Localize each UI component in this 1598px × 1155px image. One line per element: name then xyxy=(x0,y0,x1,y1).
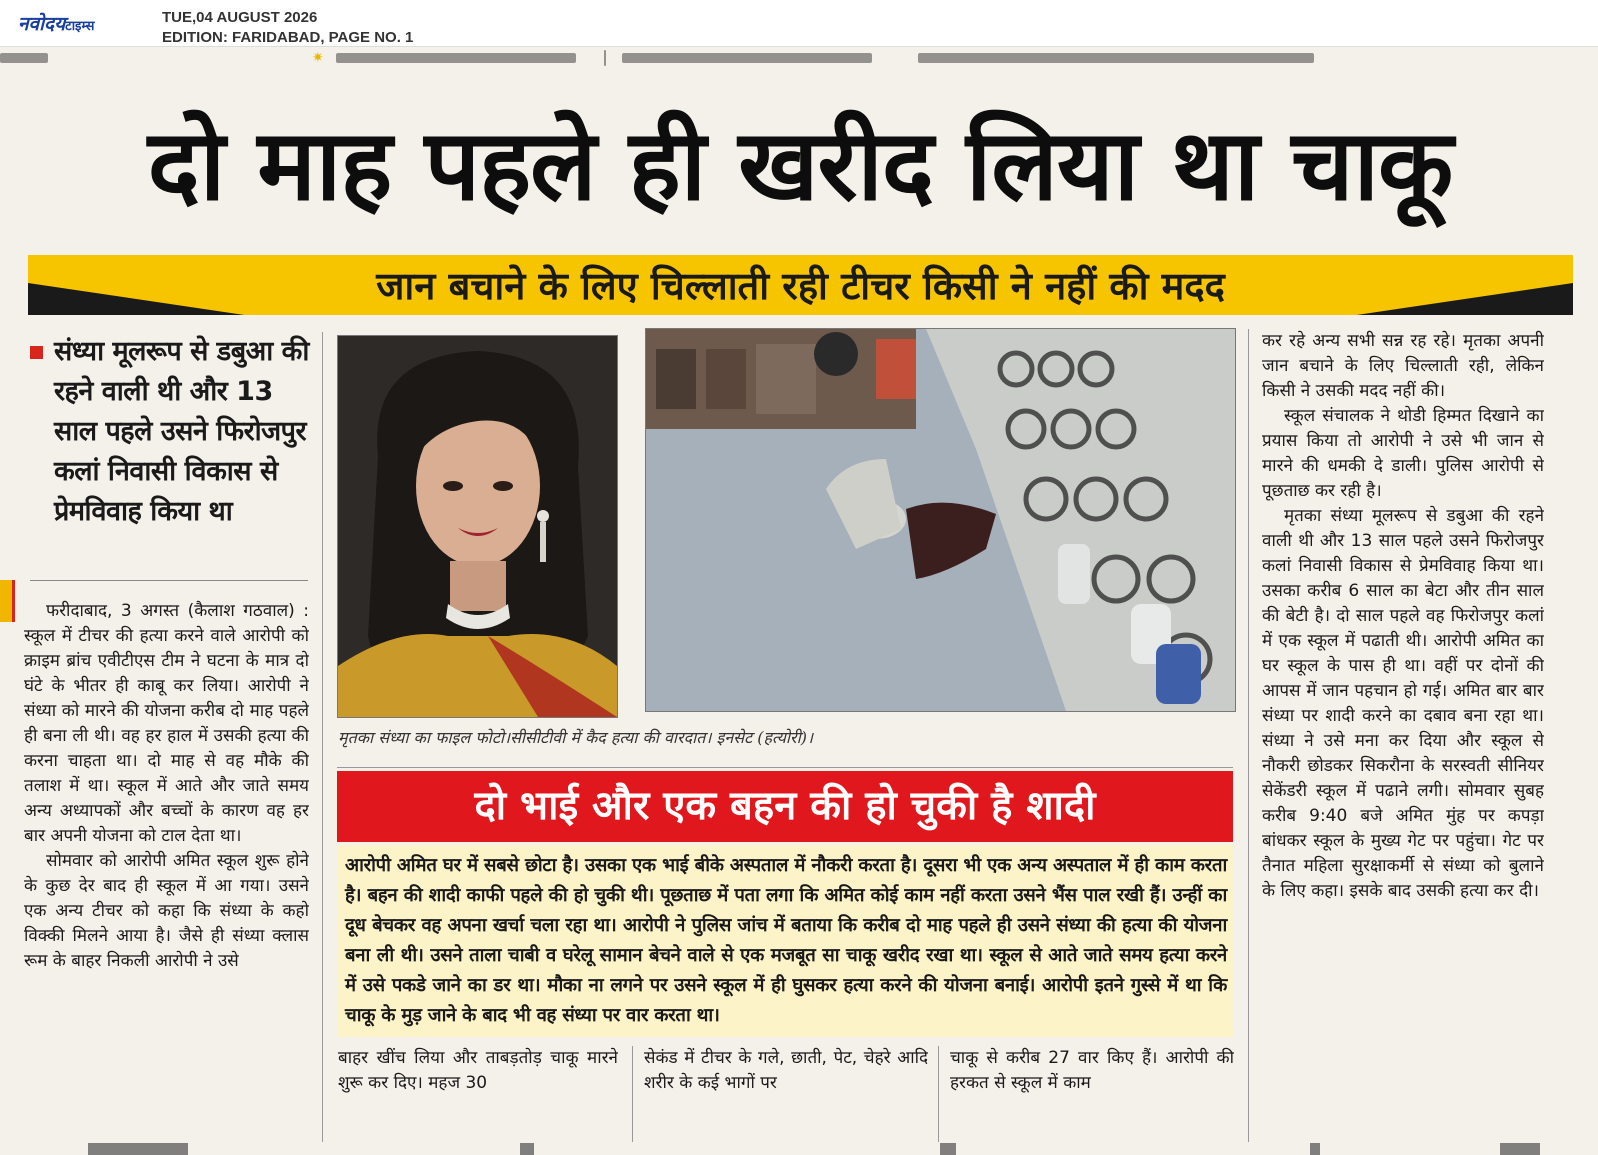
bullet-square-icon xyxy=(30,346,43,359)
highlight-text: संध्या मूलरूप से डबुआ की रहने वाली थी और 13 साल पहले उसने फिरोजपुर कलां निवासी विकास से प्रेमविवाह किया था xyxy=(54,336,309,527)
article-column-4-bottom xyxy=(950,1046,1234,1146)
photo-caption: मृतका संध्या का फाइल फोटो।सीसीटीवी में कैद हत्या की वारदात। इनसेट (हत्योरी)। xyxy=(338,728,814,747)
page-edge-marker xyxy=(0,580,15,622)
masthead-bar xyxy=(0,0,1598,47)
col3-bottom-text: सेकंड में टीचर के गले, छाती, पेट, चेहरे आदि शरीर के कई भागों पर xyxy=(644,1048,928,1093)
sidebar-body-text: आरोपी अमित घर में सबसे छोटा है। उसका एक भाई बीके अस्पताल में नौकरी करता है। दूसरा भी एक अन्य अस्पताल में ही काम करता है। बहन की शादी काफी पहले की हो चुकी थी। पूछताछ में पता लगा कि अमित कोई काम नहीं करता उसने भैंस पाल रखी हैं। उन्हीं का दूध बेचकर वह अपना खर्चा चला रहा था। आरोपी ने पुलिस जांच में बताया कि करीब दो माह पहले ही उसने संध्या की हत्या की योजना बना ली थी। उसने ताला चाबी व घरेलू सामान बेचने वाले से एक मजबूत सा चाकू खरीद रखा था। स्कूल से आते जाते समय हत्या करने में उसे पकडे जाने का डर था। मौका ना लगने पर उसने स्कूल में ही घुसकर हत्या करने की योजना बनाई। आरोपी इतने गुस्से में था कि चाकू के मुड़ जाने के बाद भी वह संध्या पर वार करता था। xyxy=(345,855,1227,1026)
logo-main: नवोदय xyxy=(18,13,66,35)
col4-bottom-text: चाकू से करीब 27 वार किए हैं। आरोपी की हरकत से स्कूल में काम xyxy=(950,1048,1234,1093)
col2-bottom-text: बाहर खींच लिया और ताबड़तोड़ चाकू मारने शुरू कर दिए। महज 30 xyxy=(338,1048,618,1093)
col1-paragraph-1: फरीदाबाद, 3 अगस्त (कैलाश गठवाल) : स्कूल में टीचर की हत्या करने वाले आरोपी को क्राइम ब्रांच एवीटीएस टीम ने घटना के मात्र दो घंटे के भीतर ही काबू कर लिया। आरोपी ने संध्या को मारने की योजना करीब दो माह पहले ही बना ली थी। वह हर हाल में उसकी हत्या की करना चाहता था। दो माह से वह मौके की तलाश में था। स्कूल में आते और जाते समय अन्य अध्यापकों और बच्चों के कारण वह हर बार अपनी योजना को टाल देता था। xyxy=(24,601,309,846)
issue-date: TUE,04 AUGUST 2026 xyxy=(162,9,318,26)
article-column-3-bottom xyxy=(644,1046,928,1146)
col1-paragraph-2: सोमवार को आरोपी अमित स्कूल शुरू होने के कुछ देर बाद ही स्कूल में आ गया। उसने एक अन्य टीचर को कहा कि संध्या के कहो विक्की मिलने आया है। जैसे ही संध्या क्लास रूम के बाहर निकली आरोपी ने उसे xyxy=(24,851,309,971)
right-paragraph-2: स्कूल संचालक ने थोडी हिम्मत दिखाने का प्रयास किया तो आरोपी ने उसे भी जान से मारने की धमकी दे डाली। पुलिस आरोपी से पूछताछ कर रही है। xyxy=(1262,406,1544,501)
cctv-photo[interactable] xyxy=(645,328,1236,712)
cctv-scene-image xyxy=(646,329,1235,711)
sidebar-title: दो भाई और एक बहन की हो चुकी है शादी xyxy=(474,783,1096,829)
logo-sub: टाइम्स xyxy=(65,19,95,34)
sun-icon: ✷ xyxy=(312,50,324,66)
main-headline: दो माह पहले ही खरीद लिया था चाकू xyxy=(147,109,1453,223)
article-column-2-bottom xyxy=(338,1046,618,1146)
sidebar-body-box xyxy=(337,845,1233,1037)
article-column-right xyxy=(1262,329,1544,1139)
victim-portrait-image xyxy=(338,336,617,717)
sidebar-title-box xyxy=(337,771,1233,842)
highlight-box xyxy=(30,332,320,532)
cropped-top-strip xyxy=(0,47,1598,69)
cropped-bottom-strip xyxy=(0,1140,1598,1155)
newspaper-logo[interactable] xyxy=(18,10,94,36)
victim-photo[interactable] xyxy=(337,335,618,718)
right-paragraph-3: मृतका संध्या मूलरूप से डबुआ की रहने वाली थी और 13 साल पहले उसने फिरोजपुर कलां निवासी विकास से प्रेमविवाह किया था। उसका करीब 6 साल का बेटा और तीन साल की बेटी है। दो साल पहले वह फिरोजपुर कलां में एक स्कूल में पढाती थी। आरोपी अमित का घर स्कूल के पास ही था। वहीं पर दोनों की आपस में जान पहचान हो गई। अमित बार बार संध्या पर शादी करने का दबाव बना रहा था। संध्या ने उसे मना कर दिया और स्कूल से नौकरी छोडकर सिकरौना के सरस्वती सीनियर सेकेंडरी स्कूल में पढाने लगी। सोमवार सुबह करीब 9:40 बजे अमित मुंह पर कपड़ा बांधकर स्कूल के मुख्य गेट पर पहुंचा। गेट पर तैनात महिला सुरक्षाकर्मी से संध्या को बुलाने के लिए कहा। इसके बाद उसकी हत्या कर दी। xyxy=(1262,506,1544,901)
edition-info xyxy=(162,8,413,48)
right-paragraph-1: कर रहे अन्य सभी सन्न रह रहे। मृतका अपनी जान बचाने के लिए चिल्लाती रही, लेकिन किसी ने उसकी मदद नहीं की। xyxy=(1262,331,1544,401)
article-column-1 xyxy=(24,599,309,1145)
edition-page: EDITION: FARIDABAD, PAGE NO. 1 xyxy=(162,29,414,46)
subheadline: जान बचाने के लिए चिल्लाती रही टीचर किसी ने नहीं की मदद xyxy=(376,264,1225,308)
